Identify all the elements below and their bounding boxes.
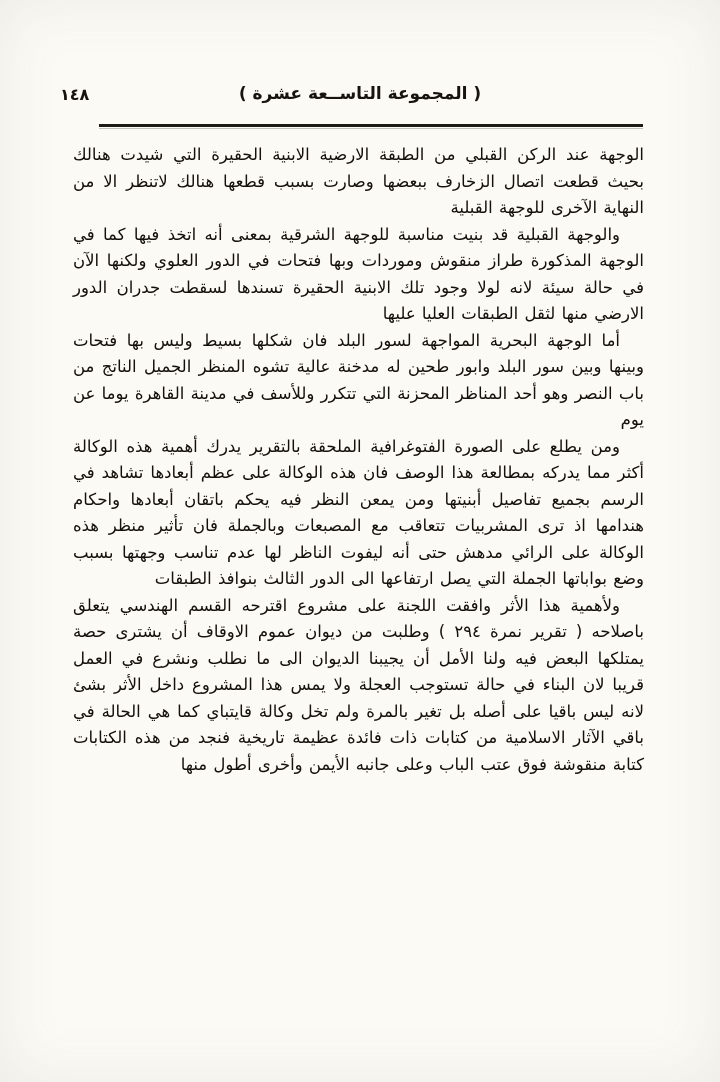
body-paragraph: والوجهة القبلية قد بنيت مناسبة للوجهة الشرقية بمعنى أنه اتخذ فيها كما في الوجهة المذكورة طراز منقوش وموردات وبها فتحات في الدور العلوي ولكنها الآن في حالة سيئة لانه لولا وجود تلك الابنية الحقيرة تسندها لسقطت جدران الدور الارضي منها لثقل الطبقات العليا عليها xyxy=(73,224,644,323)
body-paragraph: الوجهة عند الركن القبلي من الطبقة الارضية الابنية الحقيرة التي شيدت هنالك بحيث قطعت اتصال الزخارف ببعضها وصارت بسبب قطعها هنالك لاتنظر الا من النهاية الآخرى للوجهة القبلية xyxy=(73,145,644,217)
page-number: ١٤٨ xyxy=(60,85,90,104)
divider-rule xyxy=(99,124,643,129)
page-header xyxy=(0,84,720,110)
body-paragraph: أما الوجهة البحرية المواجهة لسور البلد فان شكلها بسيط وليس بها فتحات وبينها وبين سور البلد وابور طحين له مدخنة عالية تشوه المنظر الجميل الناتج من باب النصر وهو أحد المناظر المحزنة التي تتكرر وللأسف في مدينة القاهرة يوما عن يوم xyxy=(73,330,644,429)
header-title: ( المجموعة التاســعة عشرة ) xyxy=(238,84,482,104)
text-body xyxy=(73,142,644,962)
body-paragraph: ولأهمية هذا الأثر وافقت اللجنة على مشروع اقترحه القسم الهندسي يتعلق باصلاحه ( تقرير نمرة ٢٩٤ ) وطلبت من ديوان عموم الاوقاف أن يشترى حصة يمتلكها البعض فيه ولنا الأمل أن يجيبنا الديوان الى ما نطلب ونشرع في العمل قريبا لان البناء في حالة تستوجب العجلة ولا يمس هذا المشروع داخل الأثر بشئ لانه ليس باقيا على أصله بل تغير بالمرة ولم تخل وكالة قايتباي كما هي الحالة في باقي الآثار الاسلامية من كتابات ذات فائدة عظيمة تاريخية فنجد من هذه الكتابات كتابة منقوشة فوق عتب الباب وعلى جانبه الأيمن وأخرى أطول منها xyxy=(73,595,644,774)
body-paragraph: ومن يطلع على الصورة الفتوغرافية الملحقة بالتقرير يدرك أهمية هذه الوكالة أكثر مما يدركه بمطالعة هذا الوصف فان هذه الوكالة على عظم أبعادها تشاهد في الرسم بجميع تفاصيل أبنيتها ومن يمعن النظر فيه يحكم باتقان أبعادها واحكام هندامها اذ ترى المشربيات تتعاقب مع المصبعات وبالجملة فان تأثير منظر هذه الوكالة على الرائي مدهش حتى أنه ليفوت الناظر لها عدم تناسب وجهتها بسبب وضع بواباتها الجملة التي يصل ارتفاعها الى الدور الثالث بنوافذ الطبقات xyxy=(73,436,644,588)
